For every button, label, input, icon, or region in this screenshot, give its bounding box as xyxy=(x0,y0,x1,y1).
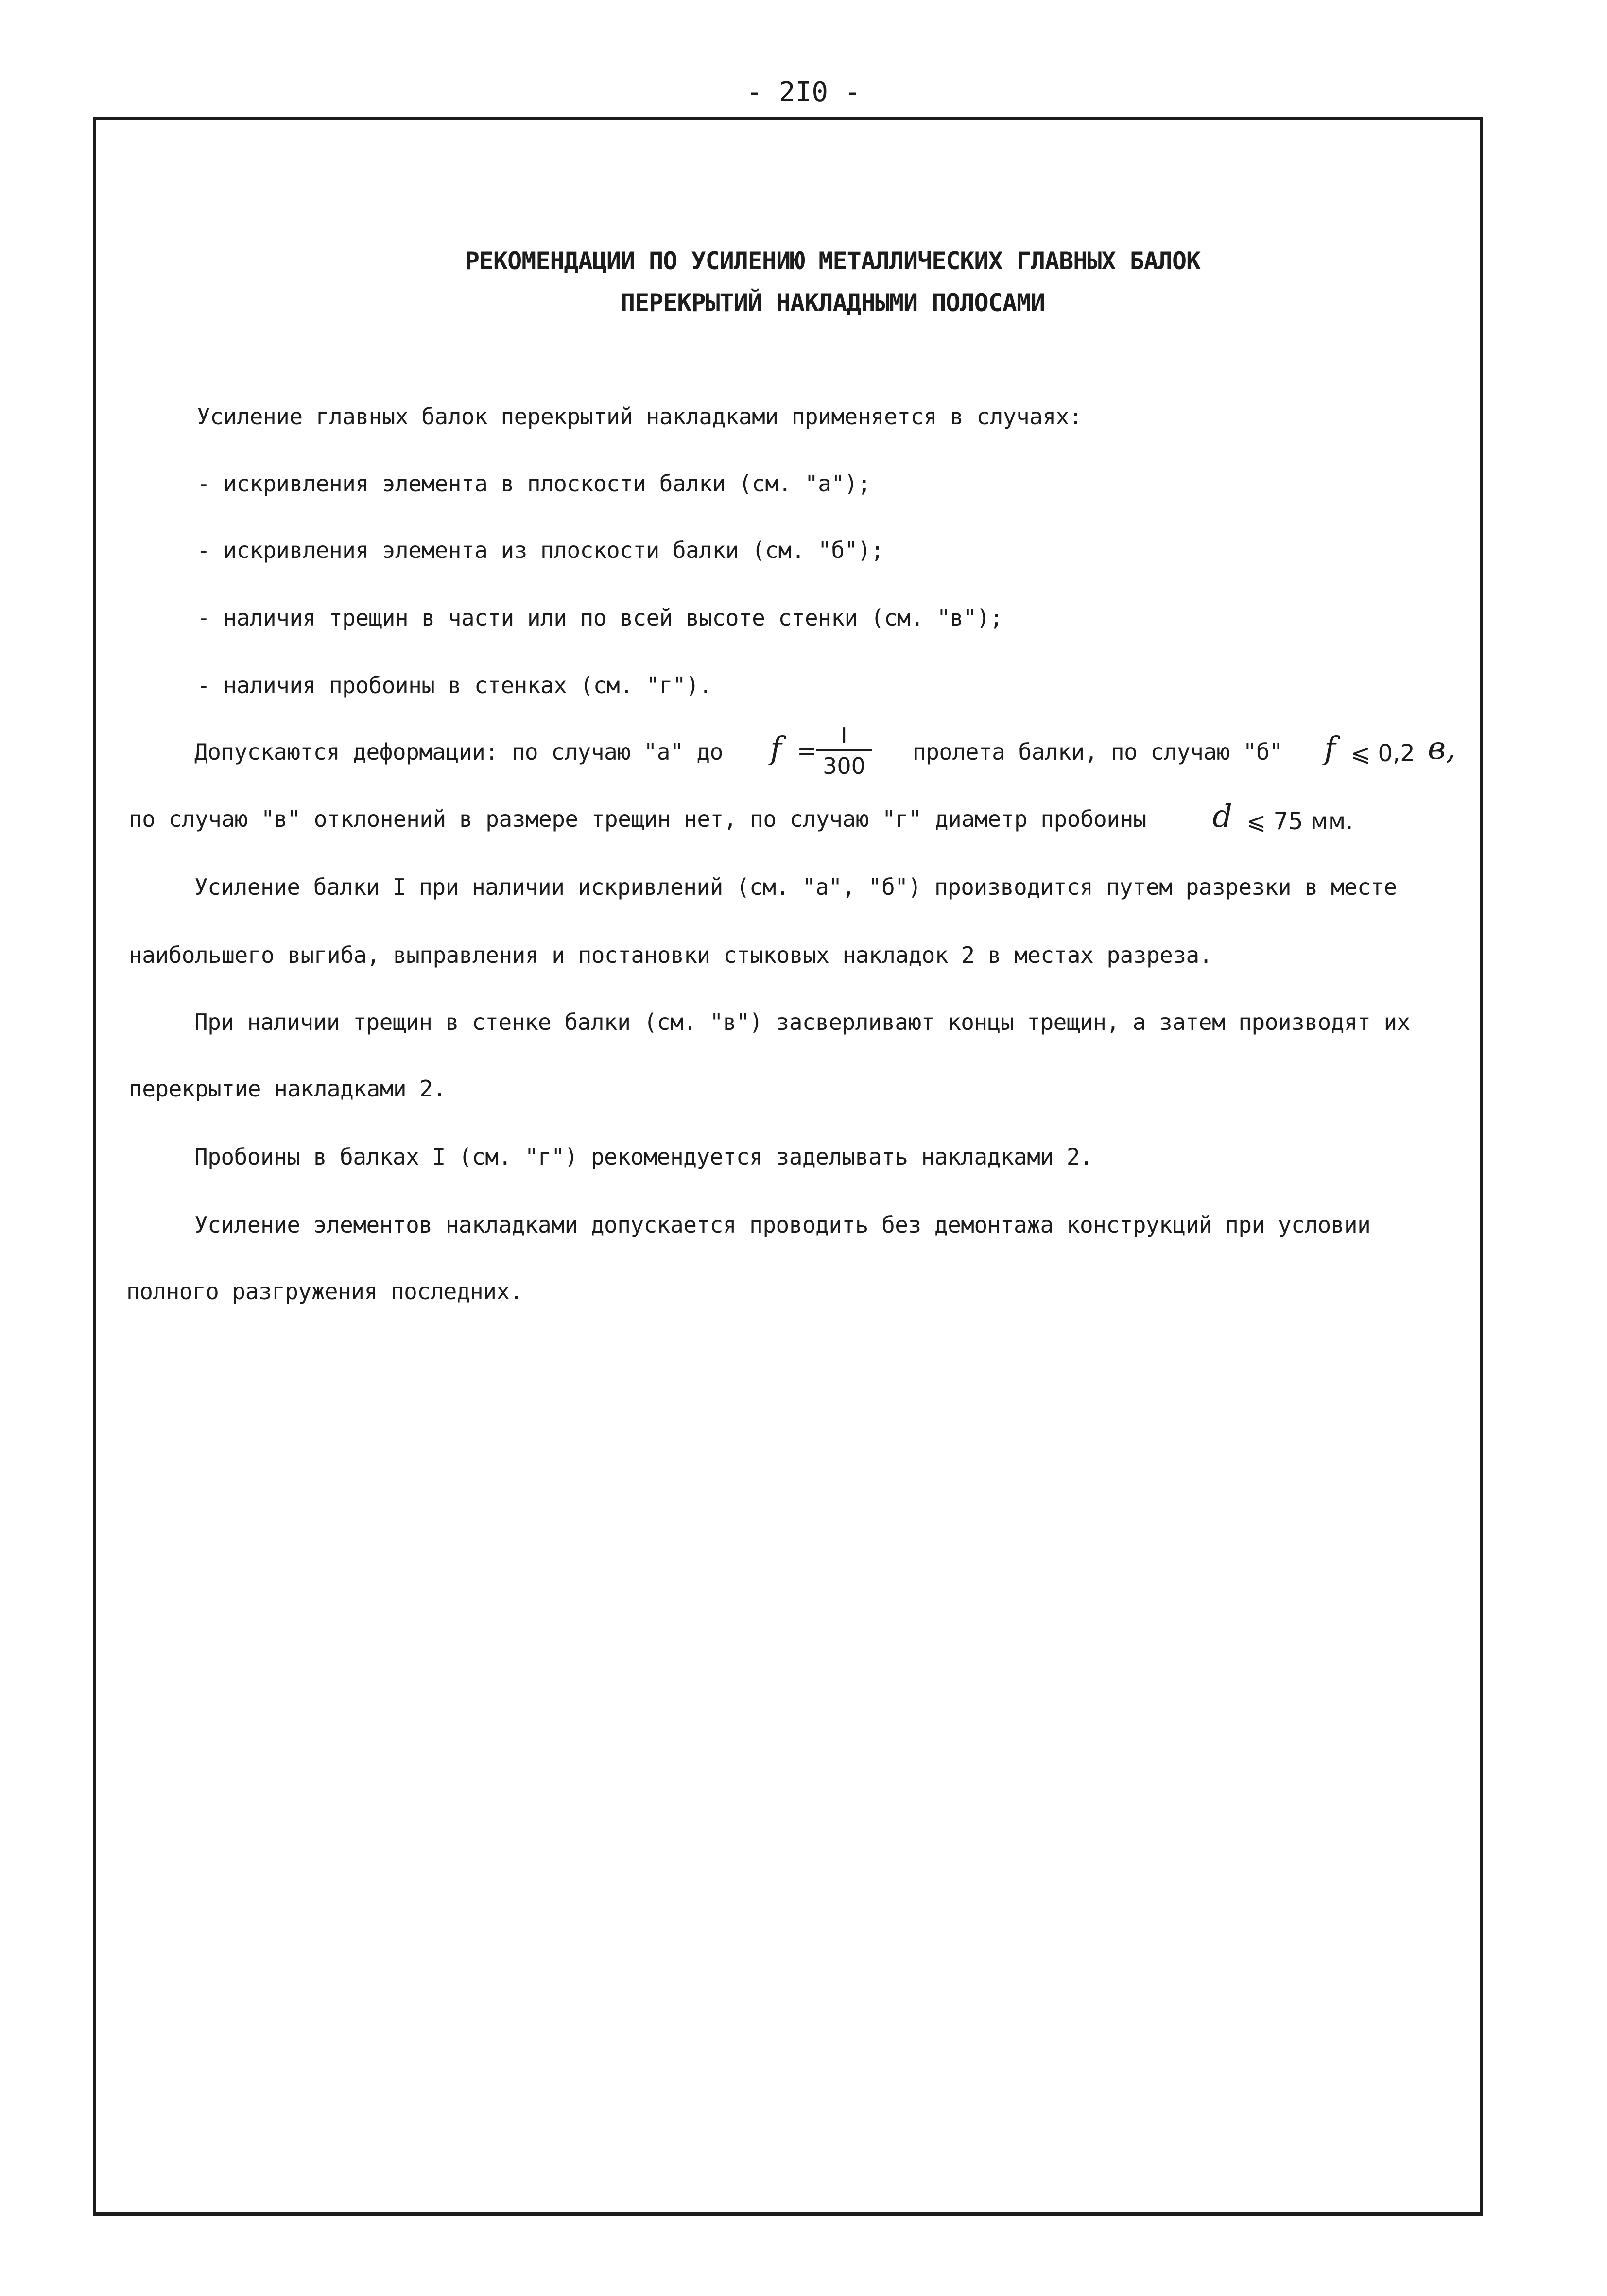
intro-text: Усиление главных балок перекрытий накладками применяется в случаях: xyxy=(197,403,1083,430)
paragraph-1-line-2: наибольшего выгиба, выправления и постановки стыковых накладок 2 в местах разреза. xyxy=(129,942,1212,968)
paragraph-4-line-1: Усиление элементов накладками допускается проводить без демонтажа конструкций при условии xyxy=(194,1212,1371,1238)
case-item-d: - наличия пробоины в стенках (см. "г"). xyxy=(197,672,712,698)
fraction-bar xyxy=(816,749,872,751)
formula-fraction xyxy=(812,723,876,780)
paragraph-2-line-2: перекрытие накладками 2. xyxy=(129,1076,446,1102)
paragraph-3: Пробоины в балках I (см. "г") рекомендуется заделывать накладками 2. xyxy=(194,1144,1093,1170)
formula-equals: = xyxy=(797,738,817,765)
paragraph-1-line-1: Усиление балки I при наличии искривлений (см. "а", "б") производится путем разрезки в месте xyxy=(194,874,1397,900)
case-item-c: - наличия трещин в части или по всей высоте стенки (см. "в"); xyxy=(197,605,1003,631)
document-title-line-1: РЕКОМЕНДАЦИИ ПО УСИЛЕНИЮ МЕТАЛЛИЧЕСКИХ ГЛАВНЫХ БАЛОК xyxy=(465,247,1201,275)
formula-d-value: ⩽ 75 мм. xyxy=(1246,808,1353,835)
formula-f-symbol: f xyxy=(770,731,782,766)
formula-leq-value: ⩽ 0,2 xyxy=(1351,740,1415,767)
deformations-line-2: по случаю "в" отклонений в размере трещин нет, по случаю "г" диаметр пробоины xyxy=(129,806,1146,832)
document-title-line-2: ПЕРЕКРЫТИЙ НАКЛАДНЫМИ ПОЛОСАМИ xyxy=(620,289,1045,317)
formula-b-symbol: в, xyxy=(1428,731,1456,766)
paragraph-2-line-1: При наличии трещин в стенке балки (см. "в") засверливают концы трещин, а затем производят их xyxy=(194,1009,1410,1035)
case-item-b: - искривления элемента из плоскости балки (см. "б"); xyxy=(197,537,884,563)
formula-f-symbol-2: f xyxy=(1324,731,1336,766)
fraction-denominator: 300 xyxy=(823,753,865,779)
fraction-numerator: I xyxy=(841,723,847,748)
deformations-lead: Допускаются деформации: по случаю "а" до xyxy=(194,739,723,765)
formula-d-symbol: d xyxy=(1212,799,1232,835)
paragraph-4-line-2: полного разгружения последних. xyxy=(126,1278,523,1305)
deformations-mid: пролета балки, по случаю "б" xyxy=(913,739,1283,765)
case-item-a: - искривления элемента в плоскости балки (см. "а"); xyxy=(197,470,871,497)
page-number: - 2I0 - xyxy=(746,76,861,108)
